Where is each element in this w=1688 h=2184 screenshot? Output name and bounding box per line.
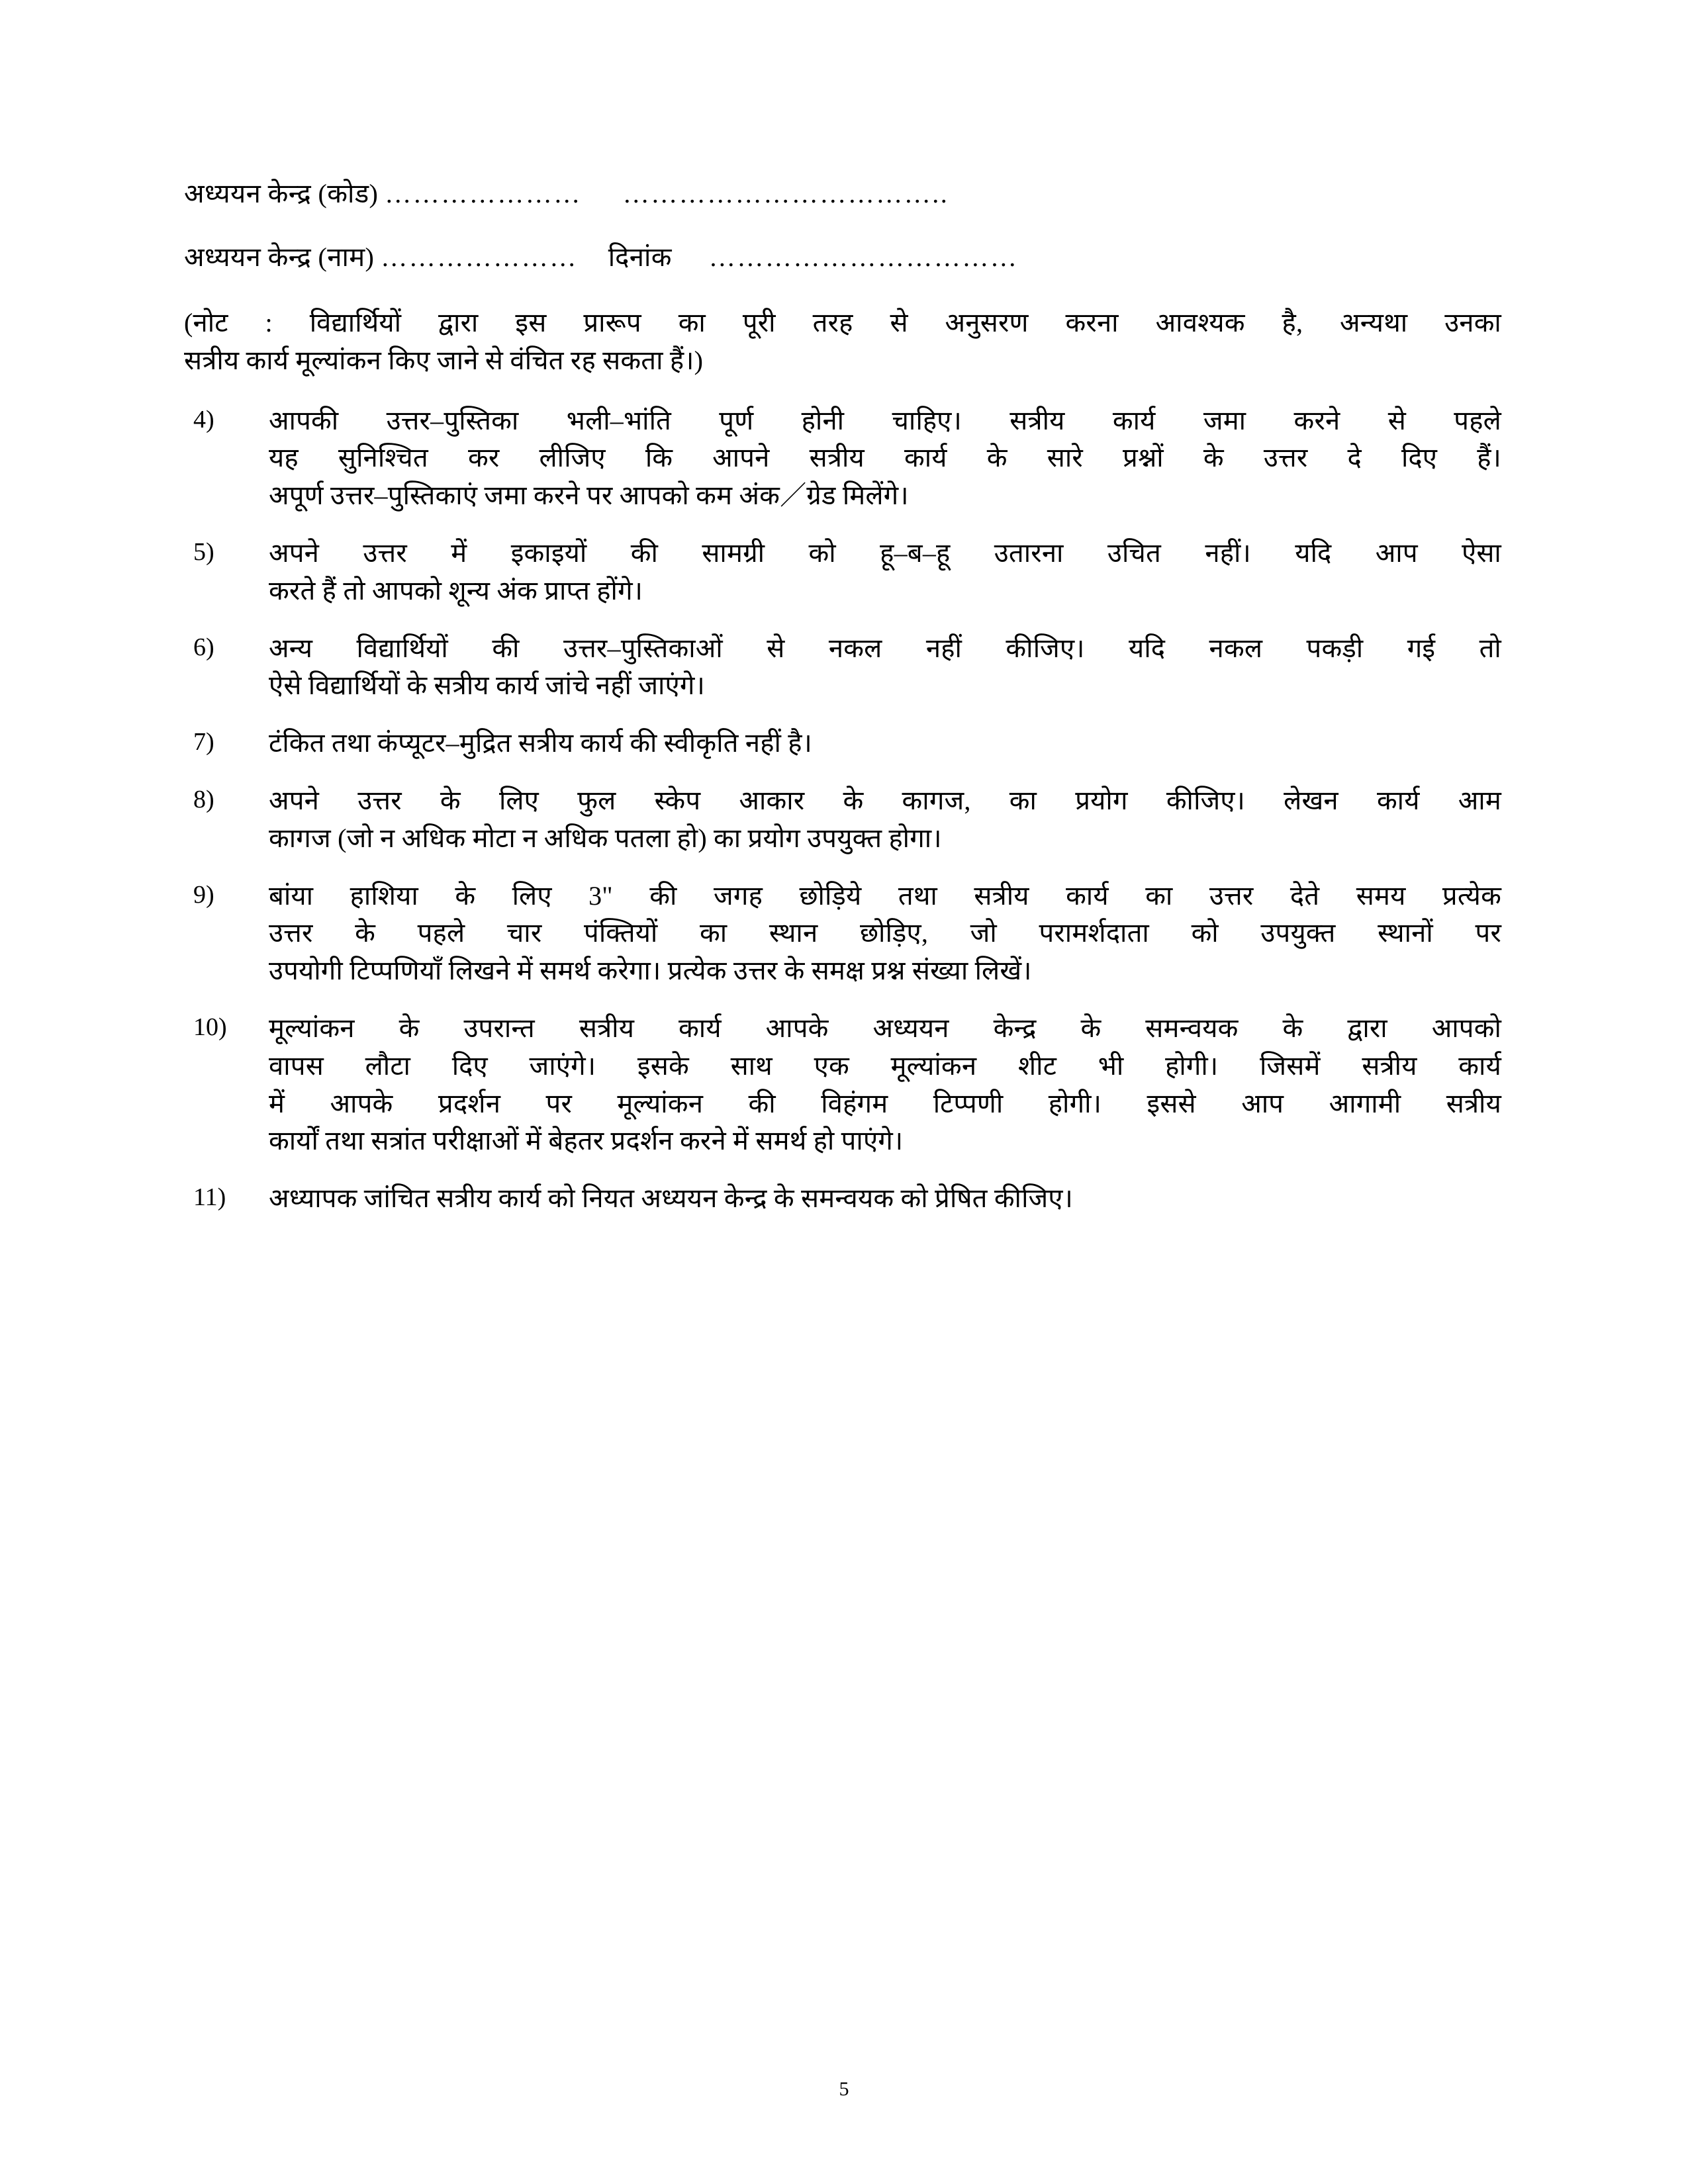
instruction-line: यह सुनिश्चित कर लीजिए कि आपने सत्रीय कार्य के सारे प्रश्नों के उत्तर दे दिए हैं।	[269, 443, 1501, 473]
page-number: 5	[839, 2078, 849, 2100]
instruction-line: टंकित तथा कंप्यूटर–मुद्रित सत्रीय कार्य की स्वीकृति नहीं है।	[269, 728, 813, 758]
date-label: दिनांक	[608, 242, 672, 272]
study-centre-name-row	[184, 241, 1501, 274]
instruction-number: 5)	[193, 537, 214, 566]
instruction-number: 11)	[193, 1183, 226, 1212]
instruction-text	[269, 725, 1501, 762]
instruction-line: करते हैं तो आपको शून्य अंक प्राप्त होंगे।	[269, 575, 643, 606]
instruction-item	[184, 725, 1501, 762]
document-content	[184, 177, 1501, 1238]
instruction-text	[269, 630, 1501, 705]
instruction-line: ऐसे विद्यार्थियों के सत्रीय कार्य जांचे नहीं जाएंगे।	[269, 670, 705, 701]
instruction-line: उत्तर के पहले चार पंक्तियों का स्थान छोड़िए, जो परामर्शदाता को उपयुक्त स्थानों पर	[269, 918, 1501, 948]
instruction-line: मूल्यांकन के उपरान्त सत्रीय कार्य आपके अध्ययन केन्द्र के समन्वयक के द्वारा आपको	[269, 1013, 1501, 1043]
instruction-line: अपने उत्तर में इकाइयों की सामग्री को हू–ब–हू उतारना उचित नहीं। यदि आप ऐसा	[269, 537, 1501, 568]
instruction-item	[184, 630, 1501, 705]
study-centre-name-label: अध्ययन केन्द्र (नाम)	[184, 242, 375, 272]
instruction-number: 4)	[193, 405, 214, 433]
instruction-item	[184, 535, 1501, 610]
note-line-2: सत्रीय कार्य मूल्यांकन किए जाने से वंचित रह सकता हैं।)	[184, 345, 704, 375]
instruction-text	[269, 1180, 1501, 1218]
instruction-item	[184, 402, 1501, 515]
study-centre-code-blank-1[interactable]: …………………	[385, 179, 582, 208]
instruction-line: आपकी उत्तर–पुस्तिका भली–भांति पूर्ण होनी चाहिए। सत्रीय कार्य जमा करने से पहले	[269, 405, 1501, 435]
instruction-line: कागज (जो न अधिक मोटा न अधिक पतला हो) का प्रयोग उपयुक्त होगा।	[269, 823, 942, 853]
instruction-text	[269, 402, 1501, 515]
instruction-line: में आपके प्रदर्शन पर मूल्यांकन की विहंगम टिप्पणी होगी। इससे आप आगामी सत्रीय	[269, 1088, 1501, 1118]
instruction-text	[269, 1010, 1501, 1160]
instruction-line: बांया हाशिया के लिए 3" की जगह छोड़िये तथा सत्रीय कार्य का उत्तर देते समय प्रत्येक	[269, 880, 1501, 911]
instruction-item	[184, 1180, 1501, 1218]
instruction-number: 10)	[193, 1013, 227, 1041]
date-blank[interactable]: ……………………………	[708, 242, 1019, 272]
note-line-1: (नोट : विद्यार्थियों द्वारा इस प्रारूप का पूरी तरह से अनुसरण करना आवश्यक है, अन्यथा उनका	[184, 308, 1501, 338]
instruction-number: 6)	[193, 633, 214, 661]
instruction-item	[184, 1010, 1501, 1160]
instruction-number: 9)	[193, 880, 214, 909]
instruction-line: अध्यापक जांचित सत्रीय कार्य को नियत अध्ययन केन्द्र के समन्वयक को प्रेषित कीजिए।	[269, 1183, 1074, 1214]
instruction-item	[184, 878, 1501, 990]
study-centre-code-blank-2[interactable]: ……………………………..	[622, 179, 949, 208]
instruction-text	[269, 782, 1501, 858]
instructions-list	[184, 402, 1501, 1218]
instruction-line: उपयोगी टिप्पणियाँ लिखने में समर्थ करेगा। प्रत्येक उत्तर के समक्ष प्रश्न संख्या लिखें।	[269, 956, 1032, 986]
study-centre-code-row	[184, 177, 1501, 210]
instruction-line: अपने उत्तर के लिए फुल स्केप आकार के कागज, का प्रयोग कीजिए। लेखन कार्य आम	[269, 785, 1501, 815]
note-paragraph	[184, 304, 1501, 380]
instruction-number: 8)	[193, 785, 214, 813]
study-centre-code-label: अध्ययन केन्द्र (कोड)	[184, 179, 379, 208]
instruction-text	[269, 535, 1501, 610]
instruction-line: कार्यों तथा सत्रांत परीक्षाओं में बेहतर प्रदर्शन करने में समर्थ हो पाएंगे।	[269, 1126, 904, 1156]
study-centre-name-blank[interactable]: …………………	[381, 242, 578, 272]
instruction-line: अपूर्ण उत्तर–पुस्तिकाएं जमा करने पर आपको कम अंक／ग्रेड मिलेंगे।	[269, 480, 909, 511]
instruction-number: 7)	[193, 728, 214, 756]
instruction-item	[184, 782, 1501, 858]
instruction-text	[269, 878, 1501, 990]
instruction-line: अन्य विद्यार्थियों की उत्तर–पुस्तिकाओं से नकल नहीं कीजिए। यदि नकल पकड़ी गई तो	[269, 633, 1501, 663]
instruction-line: वापस लौटा दिए जाएंगे। इसके साथ एक मूल्यांकन शीट भी होगी। जिसमें सत्रीय कार्य	[269, 1050, 1501, 1081]
